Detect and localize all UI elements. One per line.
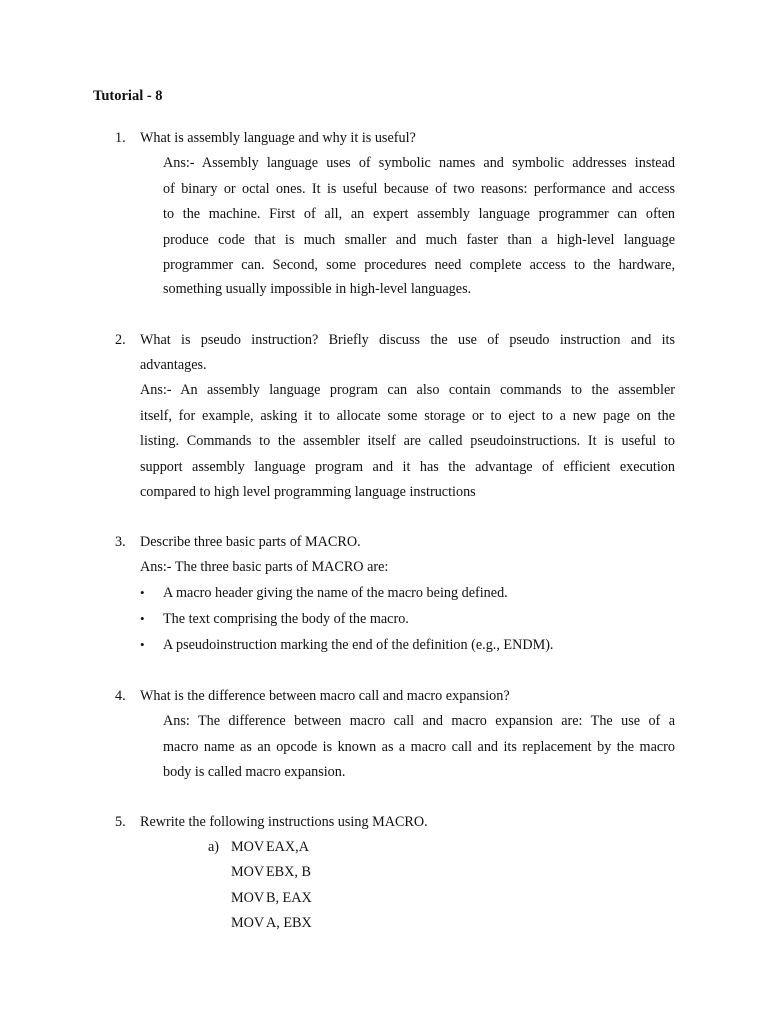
answer-1-line-6: something usually impossible in high-level languages. [163, 281, 472, 297]
answer-1-line-1: Ans:- Assembly language uses of symbolic names and symbolic addresses instead [163, 155, 675, 171]
question-5-number: 5. [115, 814, 126, 830]
answer-3-bullet-1: A macro header giving the name of the macro being defined. [163, 585, 508, 601]
question-3-text: Describe three basic parts of MACRO. [140, 534, 361, 550]
question-4-number: 4. [115, 688, 126, 704]
question-2-line-2: advantages. [140, 357, 207, 373]
code-op: MOV [231, 864, 265, 880]
code-args: A, EBX [266, 915, 312, 931]
question-5-text: Rewrite the following instructions using MACRO. [140, 814, 428, 830]
answer-1-line-3: to the machine. First of all, an expert assembly language programmer can often [163, 206, 675, 222]
code-op: MOV [231, 839, 265, 855]
code-args: EBX, B [266, 864, 311, 880]
answer-2-line-1: Ans:- An assembly language program can also contain commands to the assembler [140, 382, 675, 398]
question-4-text: What is the difference between macro call and macro expansion? [140, 688, 510, 704]
code-args: EAX,A [266, 839, 309, 855]
question-2-number: 2. [115, 332, 126, 348]
code-op: MOV [231, 915, 265, 931]
answer-3-bullet-3: A pseudoinstruction marking the end of the definition (e.g., ENDM). [163, 637, 554, 653]
answer-1-line-2: of binary or octal ones. It is useful because of two reasons: performance and access [163, 181, 675, 197]
code-args: B, EAX [266, 890, 312, 906]
answer-1-line-5: programmer can. Second, some procedures need complete access to the hardware, [163, 257, 675, 273]
code-op: MOV [231, 890, 265, 906]
part-a-label: a) [208, 839, 220, 855]
answer-2-line-5: compared to high level programming language instructions [140, 484, 476, 500]
answer-2-line-3: listing. Commands to the assembler itself are called pseudoinstructions. It is useful to [140, 433, 675, 449]
bullet-icon: • [140, 637, 145, 652]
answer-3-bullet-2: The text comprising the body of the macro. [163, 611, 409, 627]
answer-4-line-2: macro name as an opcode is known as a macro call and its replacement by the macro [163, 739, 675, 755]
question-1-number: 1. [115, 130, 126, 146]
question-3-number: 3. [115, 534, 126, 550]
question-2-line-1: What is pseudo instruction? Briefly discuss the use of pseudo instruction and its [140, 332, 675, 348]
question-1-text: What is assembly language and why it is useful? [140, 130, 416, 146]
answer-4-line-3: body is called macro expansion. [163, 764, 346, 780]
bullet-icon: • [140, 585, 145, 600]
answer-4-line-1: Ans: The difference between macro call and macro expansion are: The use of a [163, 713, 675, 729]
answer-1-line-4: produce code that is much smaller and much faster than a high-level language [163, 232, 675, 248]
answer-2-line-4: support assembly language program and it has the advantage of efficient execution [140, 459, 675, 475]
page-title: Tutorial - 8 [93, 88, 163, 104]
answer-3-intro: Ans:- The three basic parts of MACRO are: [140, 559, 389, 575]
answer-2-line-2: itself, for example, asking it to allocate some storage or to eject to a new page on the [140, 408, 675, 424]
bullet-icon: • [140, 611, 145, 626]
